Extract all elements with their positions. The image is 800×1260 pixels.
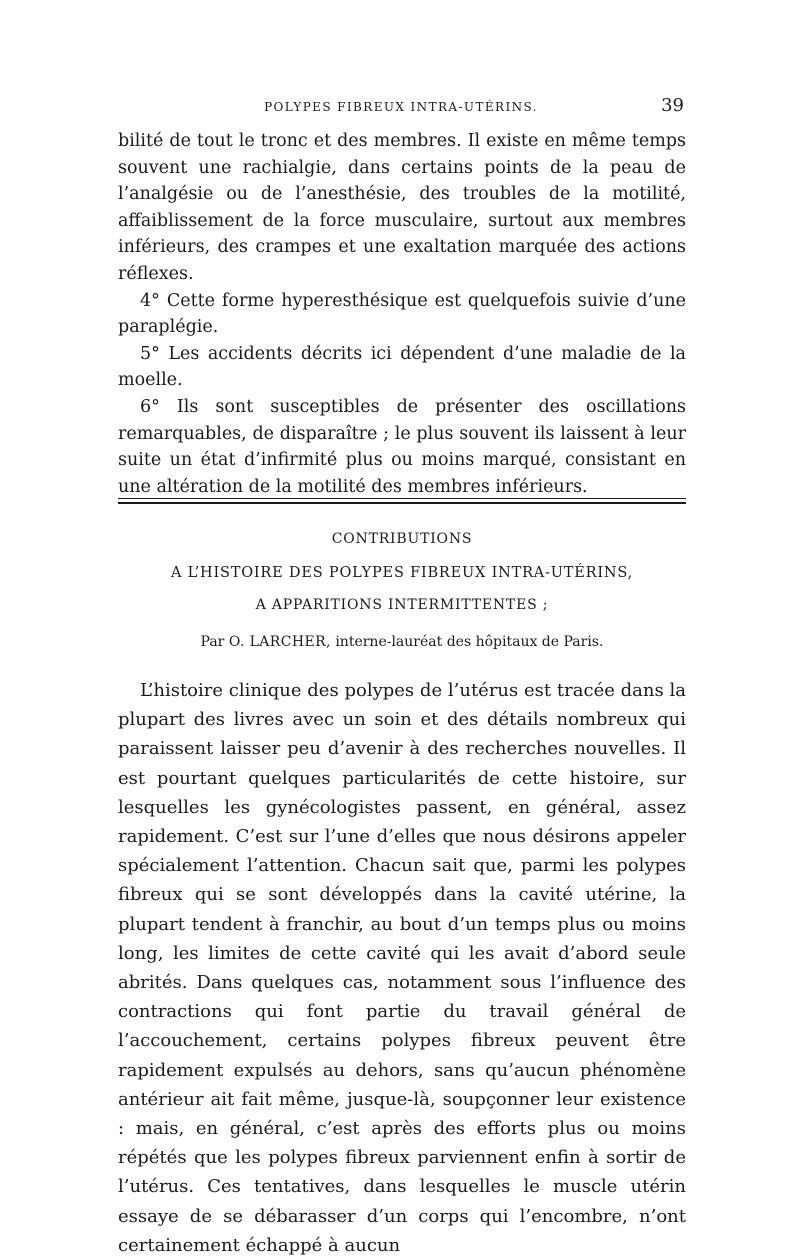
continuation-text	[118, 128, 686, 500]
section-divider	[118, 498, 686, 505]
byline	[118, 634, 686, 650]
paragraph-point-4: 4° Cette forme hyperesthésique est quelquefois suivie d’une paraplégie.	[118, 290, 686, 338]
author-name: O. LARCHER,	[228, 634, 331, 650]
article-title-line-2: A L’HISTOIRE DES POLYPES FIBREUX INTRA-UTÉRINS,	[170, 565, 633, 581]
article-title-line-3: A APPARITIONS INTERMITTENTES ;	[255, 597, 549, 613]
paragraph-point-6: 6° Ils sont susceptibles de présenter des oscillations remarquables, de disparaître ; le plus souvent ils laissent à leur suite un état d’infirmité plus ou moins marqué, consistant en une altération de la motilité des membres inférieurs.	[118, 396, 686, 497]
paragraph-continued: bilité de tout le tronc et des membres. Il existe en même temps souvent une rachialgie, dans certains points de la peau de l’analgésie ou de l’anesthésie, des troubles de la motilité, affaiblissement de la force musculaire, surtout aux membres inférieurs, des crampes et une exaltation marquée des actions réflexes.	[118, 131, 686, 284]
author-affiliation: interne-lauréat des hôpitaux de Paris.	[335, 634, 604, 650]
paragraph-point-5: 5° Les accidents décrits ici dépendent d’une maladie de la moelle.	[118, 343, 686, 391]
article-paragraph: L’histoire clinique des polypes de l’utérus est tracée dans la plupart des livres avec un soin et des détails nombreux qui paraissent laisser peu d’avenir à des recherches nouvelles. Il est pourtant quelques particularités de cette histoire, sur lesquelles les gynécologistes passent, en général, assez rapidement. C’est sur l’une d’elles que nous désirons appeler spécialement l’attention. Chacun sait que, parmi les polypes fibreux qui se sont développés dans la cavité utérine, la plupart tendent à franchir, au bout d’un temps plus ou moins long, les limites de cette cavité qui les avait d’abord seule abrités. Dans quelques cas, notamment sous l’influence des contractions qui font partie du travail général de l’accouchement, certains polypes fibreux peuvent être rapidement expulsés au dehors, sans qu’aucun phénomène antérieur ait fait même, jusque-là, soupçonner leur existence : mais, en général, c’est après des efforts plus ou moins répétés que les polypes fibreux parviennent enfin à sortir de l’utérus. Ces tentatives, dans lesquelles le muscle utérin essaye de se débarasser d’un corps qui l’encombre, n’ont certainement échappé à aucun	[118, 680, 686, 1256]
page-number: 39	[661, 95, 684, 116]
running-header	[118, 96, 684, 120]
article-title-line-1: CONTRIBUTIONS	[331, 531, 473, 547]
running-title: POLYPES FIBREUX INTRA-UTÉRINS.	[264, 100, 538, 114]
byline-prefix: Par	[200, 634, 225, 650]
article-body	[118, 676, 686, 1260]
